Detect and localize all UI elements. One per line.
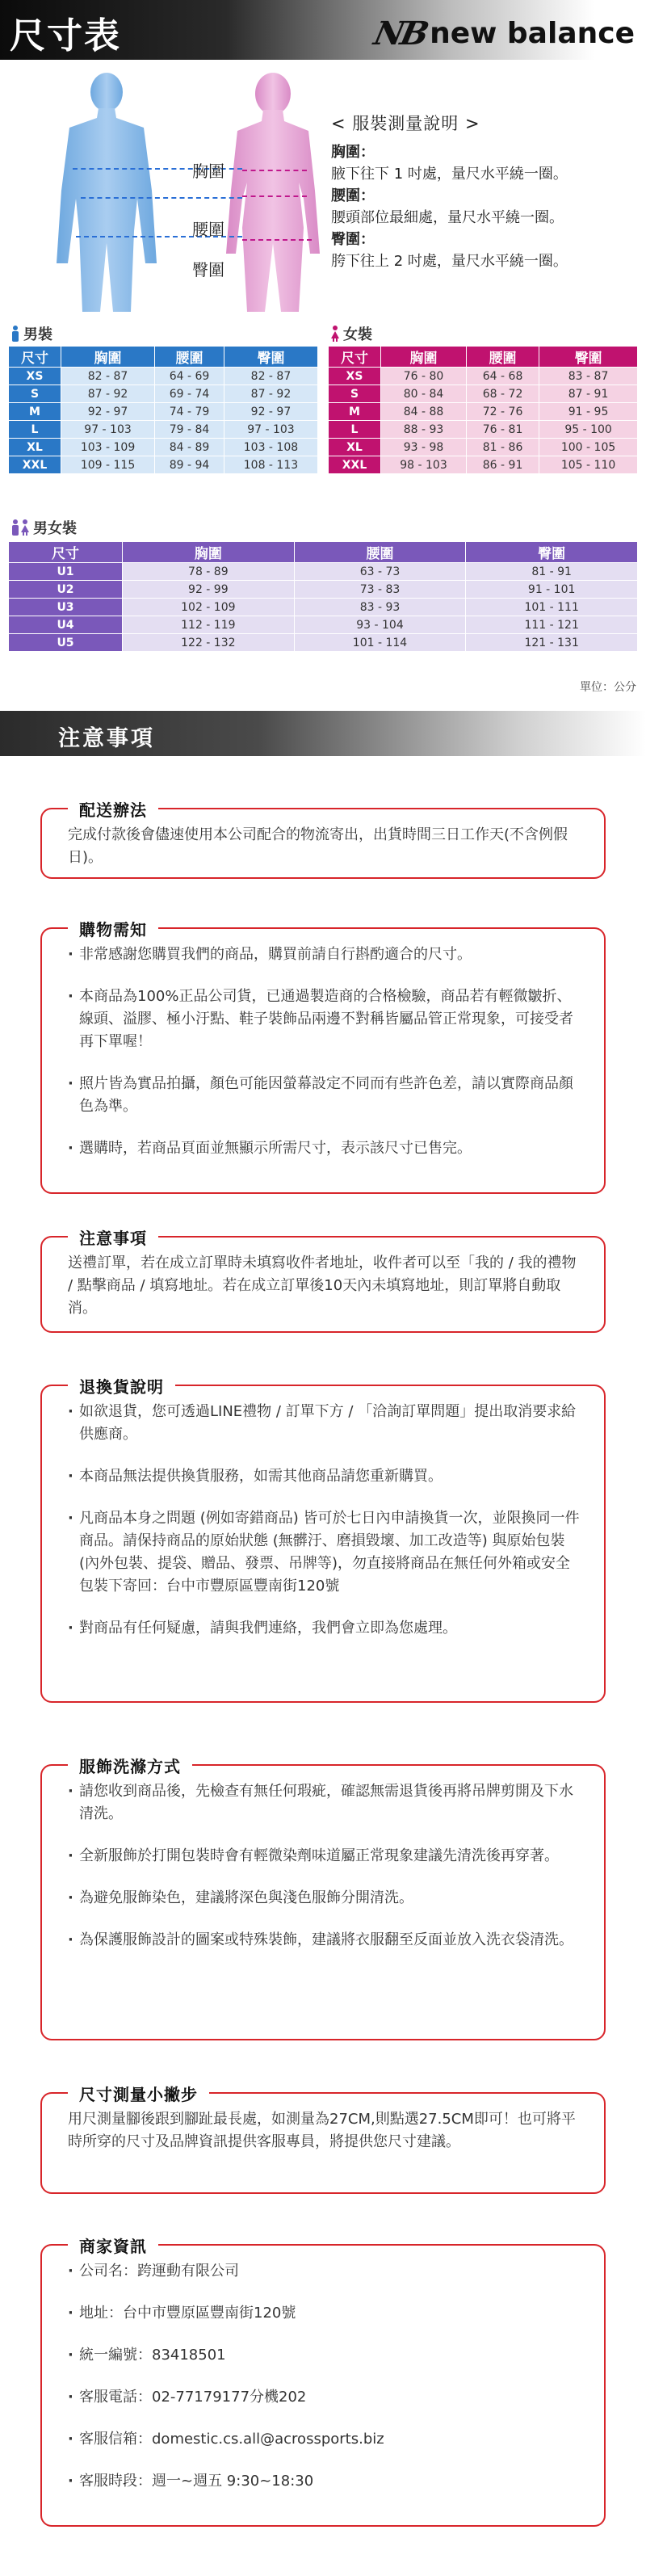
label-hip: 臀圍 xyxy=(192,260,224,279)
body-figures xyxy=(57,69,323,312)
list-item: · 選購時，若商品頁面並無顯示所需尺寸，表示該尺寸已售完。 xyxy=(68,1137,581,1160)
size-cell: XL xyxy=(9,439,61,456)
returns-title: 退換貨說明 xyxy=(68,1374,175,1397)
measurement-guide xyxy=(331,113,638,272)
returns-box xyxy=(40,1377,606,1703)
measurement-cell: 86 - 91 xyxy=(467,456,539,474)
size-cell: S xyxy=(9,385,61,403)
notice-box xyxy=(40,1229,606,1333)
table-row xyxy=(9,599,638,616)
list-item: · 客服電話：02-77179177分機202 xyxy=(68,2386,581,2409)
list-item: · 客服時段：週一~週五 9:30~18:30 xyxy=(68,2470,581,2493)
table-row xyxy=(9,634,638,652)
list-item: · 凡商品本身之問題 (例如寄錯商品) 皆可於七日內申請換貨一次，並限換同一件商品。請保持商品的原始狀態 (無髒汙、磨損毀壞、加工改造等) 與原始包裝 (內外包裝、提袋、贈品、發票、吊牌等)，勿直接將商品在無任何外箱或安全包裝下寄回：台中市豐原區豐南街120號 xyxy=(68,1507,581,1598)
measurement-cell: 74 - 79 xyxy=(155,403,224,421)
table-row xyxy=(9,563,638,581)
list-item: · 本商品為100%正品公司貨，已通過製造商的合格檢驗，商品若有輕微皺折、線頭、溢膠、極小汙點、鞋子裝飾品兩邊不對稱皆屬品管正常現象，可接受者再下單喔！ xyxy=(68,985,581,1053)
list-item: · 客服信箱：domestic.cs.all@acrossports.biz xyxy=(68,2428,581,2451)
header-banner xyxy=(0,0,646,60)
table-row xyxy=(9,616,638,634)
measurement-cell: 83 - 87 xyxy=(539,368,638,385)
table-row xyxy=(9,403,318,421)
measurement-cell: 73 - 83 xyxy=(294,581,466,599)
female-figure-icon xyxy=(329,326,341,342)
column-header: 腰圍 xyxy=(155,347,224,368)
size-cell: XXL xyxy=(9,456,61,474)
measurement-cell: 105 - 110 xyxy=(539,456,638,474)
size-cell: M xyxy=(9,403,61,421)
laundry-box xyxy=(40,1757,606,2040)
measurement-cell: 87 - 91 xyxy=(539,385,638,403)
page-title: 尺寸表 xyxy=(10,15,121,57)
list-item: · 如欲退貨，您可透過LINE禮物 / 訂單下方 / 「洽詢訂單問題」提出取消要求給供應商。 xyxy=(68,1401,581,1446)
measurement-cell: 108 - 113 xyxy=(224,456,317,474)
list-item: · 地址：台中市豐原區豐南街120號 xyxy=(68,2302,581,2325)
measure-term: 臀圍： xyxy=(331,231,375,248)
size-cell: XXL xyxy=(329,456,381,474)
merchant-title: 商家資訊 xyxy=(68,2234,158,2257)
label-waist: 腰圍 xyxy=(192,220,224,239)
list-item: · 為避免服飾染色，建議將深色與淺色服飾分開清洗。 xyxy=(68,1887,581,1910)
measure-desc: 腋下往下 1 吋處，量尺水平繞一圈。 xyxy=(331,166,568,183)
column-header: 胸圍 xyxy=(61,347,155,368)
measurement-cell: 69 - 74 xyxy=(155,385,224,403)
size-cell: L xyxy=(329,421,381,439)
measure-item xyxy=(331,229,638,272)
measurement-cell: 92 - 99 xyxy=(123,581,295,599)
women-heading xyxy=(329,323,372,344)
shipping-text: 完成付款後會儘速使用本公司配合的物流寄出，出貨時間三日工作天(不含例假日)。 xyxy=(68,826,568,866)
column-header: 胸圍 xyxy=(381,347,467,368)
size-cell: U1 xyxy=(9,563,123,581)
measurement-cell: 82 - 87 xyxy=(224,368,317,385)
measurement-cell: 81 - 86 xyxy=(467,439,539,456)
measurement-cell: 97 - 103 xyxy=(224,421,317,439)
measurement-cell: 103 - 108 xyxy=(224,439,317,456)
body-silhouette-icon xyxy=(57,69,323,312)
measurement-cell: 76 - 80 xyxy=(381,368,467,385)
measure-term: 胸圍： xyxy=(331,144,375,161)
measurement-cell: 84 - 88 xyxy=(381,403,467,421)
measurement-cell: 83 - 93 xyxy=(294,599,466,616)
women-label: 女裝 xyxy=(343,326,372,343)
list-item: · 本商品無法提供換貨服務，如需其他商品請您重新購買。 xyxy=(68,1465,581,1488)
sizing-tip-text: 用尺測量腳後跟到腳趾最長處，如測量為27CM,則點選27.5CM即可！也可將平時所穿的尺寸及品牌資訊提供客服專員，將提供您尺寸建議。 xyxy=(68,2111,576,2150)
list-item: · 照片皆為實品拍攝，顏色可能因螢幕設定不同而有些許色差，請以實際商品顏色為準。 xyxy=(68,1073,581,1118)
measurement-cell: 84 - 89 xyxy=(155,439,224,456)
notes-title: 注意事項 xyxy=(58,726,155,751)
list-item: · 統一編號：83418501 xyxy=(68,2344,581,2367)
laundry-title: 服飾洗滌方式 xyxy=(68,1754,192,1777)
measurement-cell: 87 - 92 xyxy=(224,385,317,403)
table-row xyxy=(329,421,638,439)
list-item: · 公司名：跨運動有限公司 xyxy=(68,2260,581,2283)
measurement-cell: 98 - 103 xyxy=(381,456,467,474)
sizing-tip-box xyxy=(40,2085,606,2194)
list-item: · 全新服飾於打開包裝時會有輕微染劑味道屬正常現象建議先清洗後再穿著。 xyxy=(68,1845,581,1868)
measurement-cell: 101 - 111 xyxy=(466,599,638,616)
unisex-figure-icon xyxy=(10,519,31,536)
size-cell: S xyxy=(329,385,381,403)
column-header: 尺寸 xyxy=(9,542,123,563)
measurement-cell: 78 - 89 xyxy=(123,563,295,581)
sizing-tip-title: 尺寸測量小撇步 xyxy=(68,2082,209,2105)
nb-logo-icon: NB xyxy=(370,15,430,53)
measurement-cell: 92 - 97 xyxy=(224,403,317,421)
measurement-cell: 80 - 84 xyxy=(381,385,467,403)
measure-desc: 胯下往上 2 吋處，量尺水平繞一圈。 xyxy=(331,253,568,270)
measurement-cell: 95 - 100 xyxy=(539,421,638,439)
measurement-cell: 87 - 92 xyxy=(61,385,155,403)
measurement-cell: 103 - 109 xyxy=(61,439,155,456)
table-row xyxy=(9,421,318,439)
table-row xyxy=(329,385,638,403)
measurement-cell: 122 - 132 xyxy=(123,634,295,652)
column-header: 尺寸 xyxy=(329,347,381,368)
size-cell: M xyxy=(329,403,381,421)
shipping-box xyxy=(40,801,606,879)
size-cell: U5 xyxy=(9,634,123,652)
table-row xyxy=(9,368,318,385)
men-label: 男裝 xyxy=(23,326,52,343)
measurement-cell: 91 - 101 xyxy=(466,581,638,599)
brand-logo xyxy=(370,15,635,53)
notice-text: 送禮訂單，若在成立訂單時未填寫收件者地址，收件者可以至「我的 / 我的禮物 / 點擊商品 / 填寫地址。若在成立訂單後10天內未填寫地址，則訂單將自動取消。 xyxy=(68,1254,577,1317)
size-cell: XS xyxy=(9,368,61,385)
measurement-cell: 68 - 72 xyxy=(467,385,539,403)
merchant-box xyxy=(40,2237,606,2527)
measurement-cell: 101 - 114 xyxy=(294,634,466,652)
table-row xyxy=(9,581,638,599)
women-size-table xyxy=(328,346,638,474)
shipping-title: 配送辦法 xyxy=(68,797,158,821)
table-row xyxy=(9,385,318,403)
measurement-cell: 89 - 94 xyxy=(155,456,224,474)
measurement-heading: < 服裝測量說明 > xyxy=(331,114,480,133)
unit-label: 單位：公分 xyxy=(580,681,636,694)
list-item: · 請您收到商品後，先檢查有無任何瑕疵，確認無需退貨後再將吊牌剪開及下水清洗。 xyxy=(68,1780,581,1826)
column-header: 胸圍 xyxy=(123,542,295,563)
measurement-cell: 88 - 93 xyxy=(381,421,467,439)
table-row xyxy=(329,456,638,474)
column-header: 尺寸 xyxy=(9,347,61,368)
label-chest: 胸圍 xyxy=(192,162,224,181)
unisex-label: 男女裝 xyxy=(33,520,77,537)
column-header: 臀圍 xyxy=(224,347,317,368)
list-item: · 對商品有任何疑慮，請與我們連絡，我們會立即為您處理。 xyxy=(68,1617,581,1640)
notice-title: 注意事項 xyxy=(68,1225,158,1249)
male-figure-icon xyxy=(10,326,21,342)
purchase-box xyxy=(40,920,606,1194)
measurement-cell: 64 - 69 xyxy=(155,368,224,385)
size-cell: U3 xyxy=(9,599,123,616)
size-cell: U4 xyxy=(9,616,123,634)
list-item: · 為保護服飾設計的圖案或特殊裝飾，建議將衣服翻至反面並放入洗衣袋清洗。 xyxy=(68,1929,581,1952)
size-cell: XL xyxy=(329,439,381,456)
measurement-cell: 76 - 81 xyxy=(467,421,539,439)
measure-desc: 腰頭部位最細處，量尺水平繞一圈。 xyxy=(331,209,564,226)
size-cell: XS xyxy=(329,368,381,385)
measurement-cell: 79 - 84 xyxy=(155,421,224,439)
measurement-cell: 97 - 103 xyxy=(61,421,155,439)
measurement-cell: 92 - 97 xyxy=(61,403,155,421)
measurement-cell: 81 - 91 xyxy=(466,563,638,581)
table-row xyxy=(329,403,638,421)
measurement-cell: 112 - 119 xyxy=(123,616,295,634)
measurement-cell: 82 - 87 xyxy=(61,368,155,385)
measurement-cell: 109 - 115 xyxy=(61,456,155,474)
brand-name: new balance xyxy=(430,17,635,50)
column-header: 臀圍 xyxy=(539,347,638,368)
column-header: 腰圍 xyxy=(294,542,466,563)
table-row xyxy=(329,368,638,385)
measurement-cell: 93 - 98 xyxy=(381,439,467,456)
measurement-cell: 111 - 121 xyxy=(466,616,638,634)
measurement-cell: 121 - 131 xyxy=(466,634,638,652)
purchase-title: 購物需知 xyxy=(68,917,158,940)
size-cell: L xyxy=(9,421,61,439)
table-row xyxy=(9,456,318,474)
measurement-cell: 72 - 76 xyxy=(467,403,539,421)
notes-banner xyxy=(0,711,646,756)
men-heading xyxy=(10,323,52,344)
measurement-cell: 100 - 105 xyxy=(539,439,638,456)
measure-item xyxy=(331,185,638,229)
men-size-table xyxy=(8,346,318,474)
measurement-cell: 63 - 73 xyxy=(294,563,466,581)
size-cell: U2 xyxy=(9,581,123,599)
unisex-size-table xyxy=(8,541,638,652)
measure-term: 腰圍： xyxy=(331,187,375,204)
measurement-cell: 93 - 104 xyxy=(294,616,466,634)
table-row xyxy=(329,439,638,456)
table-row xyxy=(9,439,318,456)
measure-item xyxy=(331,141,638,185)
column-header: 臀圍 xyxy=(466,542,638,563)
unisex-heading xyxy=(10,517,77,538)
measurement-cell: 102 - 109 xyxy=(123,599,295,616)
measurement-cell: 64 - 68 xyxy=(467,368,539,385)
column-header: 腰圍 xyxy=(467,347,539,368)
list-item: · 非常感謝您購買我們的商品，購買前請自行斟酌適合的尺寸。 xyxy=(68,943,581,966)
measurement-cell: 91 - 95 xyxy=(539,403,638,421)
